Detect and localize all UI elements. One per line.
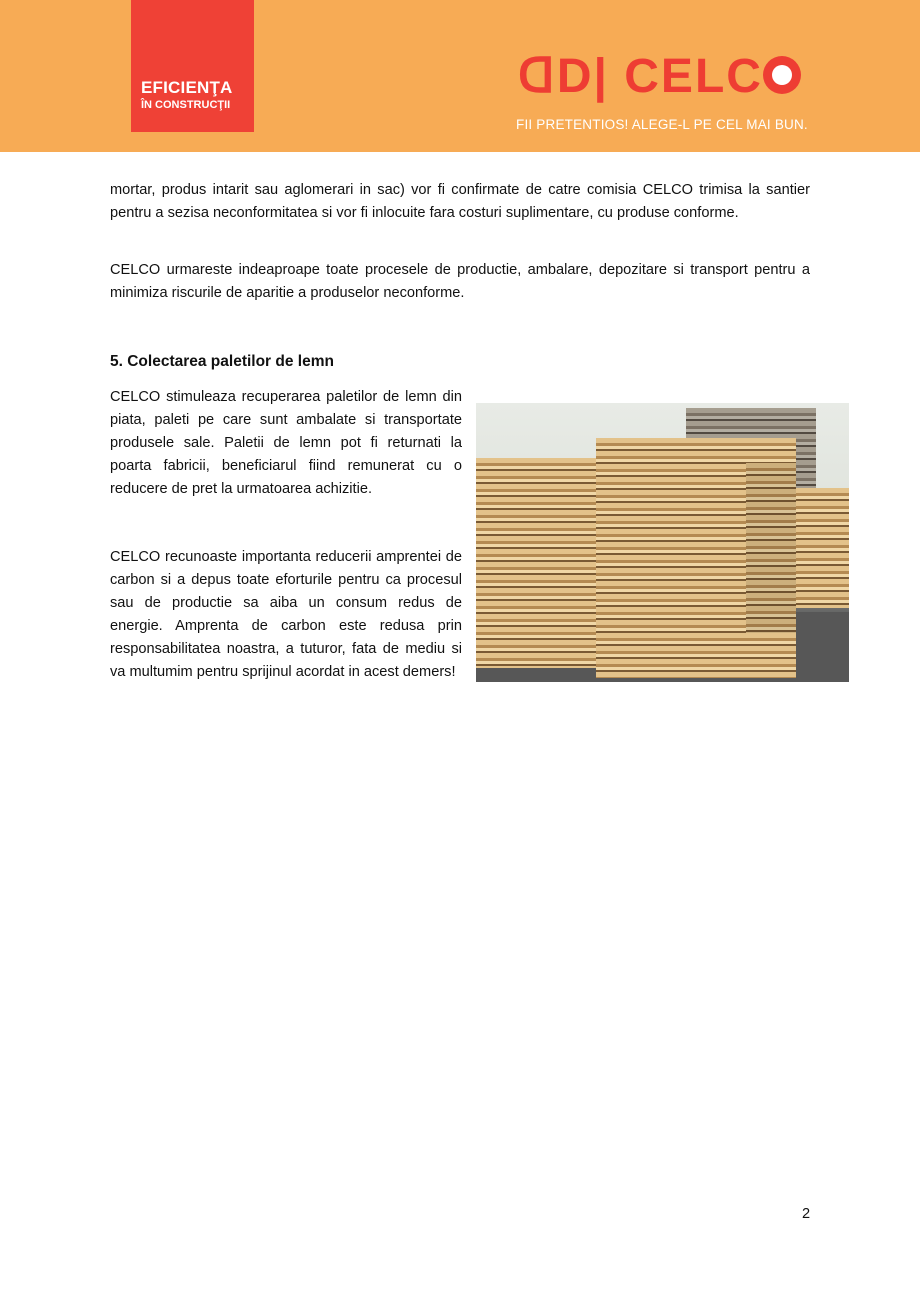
- eficienta-badge-logo: [131, 0, 254, 132]
- logo-left: ᗡD|: [518, 50, 609, 103]
- paragraph: CELCO recunoaste importanta reducerii amprentei de carbon si a depus toate eforturile pentru ca procesul sau de productie sa aiba un consum redus de energie. Amprenta de carbon este redusa prin responsabilitatea noastra, a tuturor, fata de mediu si va multumim pentru sprijinul acordat in acest demers!: [110, 549, 462, 680]
- paragraph: mortar, produs intarit sau aglomerari in sac) vor fi confirmate de catre comisia CELCO trimisa la santier pentru a sezisa neconformitatea si vor fi inlocuite fara costuri suplimentare, cu produse conforme.: [110, 182, 810, 221]
- badge-line1: EFICIENŢA: [141, 78, 233, 97]
- pallet-stack: [796, 488, 849, 608]
- tagline: FII PRETENTIOS! ALEGE-L PE CEL MAI BUN.: [516, 117, 808, 132]
- logo-right: CELC: [624, 50, 763, 103]
- section-title: 5. Colectarea paletilor de lemn: [110, 353, 334, 370]
- badge-line2: ÎN CONSTRUCŢII: [141, 99, 231, 111]
- paragraph: CELCO stimuleaza recuperarea paletilor de lemn din piata, paleti pe care sunt ambalate si transportate produsele sale. Paletii de lemn pot fi returnati la poarta fabricii, beneficiarul fiind remunerat cu o reducere de pret la urmatoarea achizitie.: [110, 389, 462, 497]
- page-number: 2: [802, 1206, 811, 1222]
- pallet-stack: [746, 463, 796, 633]
- page-header: [0, 0, 920, 152]
- sun-snowflake-icon: [763, 56, 801, 94]
- wood-pallets-photo: [476, 403, 849, 682]
- paragraph: CELCO urmareste indeaproape toate procesele de productie, ambalare, depozitare si transport pentru a minimiza riscurile de aparitie a produselor neconforme.: [110, 262, 810, 301]
- adi-celco-logo: [518, 50, 801, 104]
- pallet-stack: [476, 458, 606, 668]
